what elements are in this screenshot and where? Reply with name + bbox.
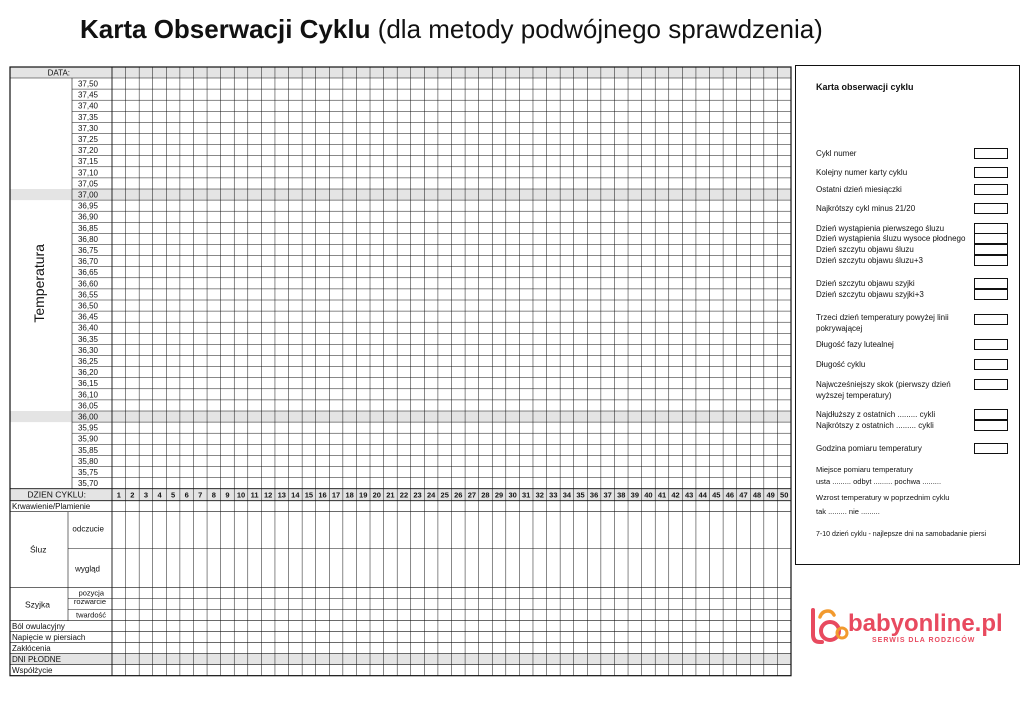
row-label-cervix: Szyjka: [25, 599, 51, 610]
day-number: 20: [372, 490, 381, 500]
field-longest-cycles: Najdłuższy z ostatnich ......... cykli: [816, 410, 936, 419]
previous-rise-label: Wzrost temperatury w poprzednim cyklu: [816, 493, 950, 502]
day-number: 40: [644, 490, 653, 500]
temp-label: 35,85: [77, 445, 98, 455]
row-label-cervix-position: pozycja: [78, 588, 104, 598]
day-number: 32: [535, 490, 544, 500]
date-row-bg: [10, 67, 791, 78]
field-cycle-length: Długość cyklu: [816, 360, 866, 369]
temp-label: 36,90: [77, 212, 98, 222]
grid-border: [10, 67, 791, 676]
row-label-breast-tension: Napięcie w piersiach: [12, 633, 86, 643]
measure-place-options: usta ......... odbyt ......... pochwa .........: [816, 477, 942, 486]
day-number: 28: [481, 490, 490, 500]
temp-label: 37,40: [77, 101, 98, 111]
fertile-row-bg: [10, 654, 791, 665]
day-number: 47: [739, 490, 748, 500]
temp-label: 35,90: [77, 434, 98, 444]
temp-label: 35,75: [77, 468, 98, 477]
day-number: 37: [603, 490, 612, 500]
row-label-cervix-opening: rozwarcie: [73, 597, 106, 607]
day-number: 7: [198, 490, 203, 500]
temp-label: 37,05: [77, 179, 98, 189]
field-cervix-peak-3: Dzień szczytu objawu szyjki+3: [816, 290, 924, 299]
temp-label: 36,10: [77, 390, 98, 400]
field-card-number-box[interactable]: [974, 167, 1008, 178]
day-number: 10: [236, 490, 246, 500]
field-cycle-length-box[interactable]: [974, 359, 1008, 370]
day-number: 16: [318, 490, 327, 500]
logo-tagline: SERWIS DLA RODZICÓW: [872, 637, 976, 644]
day-number: 17: [331, 490, 341, 500]
highlight-row: [10, 189, 791, 200]
day-number: 35: [576, 490, 585, 500]
temp-label: 37,25: [77, 135, 98, 144]
day-number: 27: [467, 490, 477, 500]
row-label-mucus-feel: odczucie: [72, 524, 104, 534]
temperature-axis-label: Temperatura: [31, 244, 47, 323]
field-cervix-peak-3-box[interactable]: [974, 289, 1008, 300]
day-number: 6: [184, 490, 189, 500]
day-number: 39: [630, 490, 640, 500]
temp-label: 36,30: [77, 345, 98, 355]
row-label-ovulation-pain: Ból owulacyjny: [12, 622, 65, 632]
day-number: 12: [263, 490, 273, 500]
day-number: 33: [549, 490, 558, 500]
day-number: 24: [426, 490, 436, 500]
temp-label: 36,20: [77, 368, 98, 378]
temp-label: 37,50: [77, 79, 98, 89]
row-label-cervix-firmness: twardość: [75, 610, 106, 620]
temp-label: 35,80: [77, 456, 98, 466]
temp-label: 36,50: [77, 301, 98, 311]
temp-label: 37,45: [77, 90, 98, 100]
row-label-fertile-days: DNI PŁODNE: [12, 655, 61, 665]
day-number: 25: [440, 490, 449, 500]
day-number: 41: [657, 490, 667, 500]
day-number: 23: [413, 490, 422, 500]
temp-label: 36,70: [77, 257, 98, 267]
day-number: 31: [522, 490, 531, 500]
temp-label: 36,00: [77, 412, 98, 422]
field-fertile-mucus: Dzień wystąpienia śluzu wysoce płodnego: [816, 234, 966, 243]
panel-header: Karta obserwacji cyklu: [816, 82, 914, 92]
temp-label: 36,15: [77, 379, 98, 389]
field-longest-cycles-box[interactable]: [974, 409, 1008, 420]
day-number: 30: [508, 490, 517, 500]
day-number: 2: [130, 490, 135, 500]
day-number: 26: [454, 490, 463, 500]
field-cervix-peak-box[interactable]: [974, 278, 1008, 289]
row-label-intercourse: Współżycie: [12, 666, 53, 676]
temp-label: 35,95: [77, 423, 98, 433]
day-number: 1: [116, 490, 121, 500]
previous-rise-options: tak ......... nie .........: [816, 507, 880, 516]
day-number: 11: [250, 490, 259, 500]
field-mucus-peak-3-box[interactable]: [974, 255, 1008, 266]
temp-label: 37,00: [77, 190, 98, 200]
field-first-mucus: Dzień wystąpienia pierwszego śluzu: [816, 224, 945, 233]
field-shortest-cycles: Najkrótszy z ostatnich ......... cykli: [816, 421, 934, 430]
row-label-disturbances: Zakłócenia: [12, 644, 51, 654]
row-label-mucus-look: wygląd: [75, 564, 100, 574]
day-number: 14: [291, 490, 300, 500]
day-number: 38: [617, 490, 626, 500]
temp-label: 37,30: [77, 123, 98, 133]
day-number: 5: [171, 490, 176, 500]
day-number: 9: [225, 490, 230, 500]
measure-place-label: Miejsce pomiaru temperatury: [816, 465, 913, 474]
day-number: 43: [684, 490, 694, 500]
temp-label: 35,70: [77, 479, 98, 489]
field-mucus-peak-3: Dzień szczytu objawu śluzu+3: [816, 256, 923, 265]
field-last-period: Ostatni dzień miesiączki: [816, 185, 902, 194]
day-number: 22: [399, 490, 409, 500]
temp-label: 37,10: [77, 168, 98, 178]
day-number: 48: [752, 490, 762, 500]
cycle-info-panel: [795, 65, 1020, 565]
field-mucus-peak: Dzień szczytu objawu śluzu: [816, 245, 914, 254]
day-number: 21: [386, 490, 395, 500]
date-label: DATA:: [47, 68, 70, 78]
day-number: 44: [698, 490, 707, 500]
field-luteal-length-box[interactable]: [974, 339, 1008, 350]
row-label-bleeding: Krwawienie/Plamienie: [12, 502, 91, 512]
row-label-mucus: Śluz: [30, 544, 47, 555]
day-number: 15: [304, 490, 314, 500]
field-cycle-number-box[interactable]: [974, 148, 1008, 159]
field-shortest-cycle: Najkrótszy cykl minus 21/20: [816, 204, 916, 213]
temp-label: 36,35: [77, 334, 98, 344]
temp-label: 37,35: [77, 112, 98, 122]
field-measure-time: Godzina pomiaru temperatury: [816, 444, 922, 453]
temp-label: 36,25: [77, 357, 98, 366]
day-number: 46: [725, 490, 735, 500]
day-number: 45: [712, 490, 721, 500]
day-number: 34: [562, 490, 572, 500]
day-number: 3: [143, 490, 149, 500]
highlight-row: [10, 411, 791, 422]
field-cycle-number: Cykl numer: [816, 149, 857, 158]
temp-label: 36,05: [77, 401, 98, 411]
day-number: 4: [157, 490, 162, 500]
day-number: 13: [277, 490, 286, 500]
field-earliest-rise-box[interactable]: [974, 379, 1008, 390]
temp-label: 37,15: [77, 157, 98, 167]
temp-label: 36,80: [77, 234, 98, 244]
field-earliest-rise: Najwcześniejszy skok (pierwszy dzień wyższej temperatury): [816, 380, 951, 400]
field-card-number: Kolejny numer karty cyklu: [816, 168, 908, 177]
field-luteal-length: Długość fazy lutealnej: [816, 340, 894, 349]
field-shortest-cycle-box[interactable]: [974, 203, 1008, 214]
field-measure-time-box[interactable]: [974, 443, 1008, 454]
temp-label: 36,60: [77, 279, 98, 289]
temp-label: 36,55: [77, 290, 98, 300]
day-number: 50: [780, 490, 789, 500]
temp-label: 36,75: [77, 246, 98, 255]
day-number: 49: [766, 490, 775, 500]
temp-label: 36,45: [77, 312, 98, 322]
day-number: 19: [359, 490, 368, 500]
day-number: 36: [589, 490, 599, 500]
day-number: 18: [345, 490, 354, 500]
logo-text: babyonline.pl: [848, 610, 1003, 637]
field-shortest-cycles-box[interactable]: [974, 420, 1008, 431]
field-last-period-box[interactable]: [974, 184, 1008, 195]
day-number: 29: [494, 490, 504, 500]
temp-label: 36,85: [77, 223, 98, 233]
temp-label: 36,95: [77, 201, 98, 211]
temp-label: 37,20: [77, 146, 98, 156]
field-third-high-temp-box[interactable]: [974, 314, 1008, 325]
field-fertile-mucus-box[interactable]: [974, 233, 1008, 244]
field-mucus-peak-box[interactable]: [974, 244, 1008, 255]
day-cycle-label: DZIEN CYKLU:: [27, 489, 86, 500]
temp-label: 36,40: [77, 323, 98, 333]
breast-exam-tip: 7-10 dzień cyklu - najlepsze dni na samobadanie piersi: [816, 531, 987, 538]
title-rest: (dla metody podwójnego sprawdzenia): [370, 14, 823, 44]
field-cervix-peak: Dzień szczytu objawu szyjki: [816, 279, 915, 288]
field-third-high-temp: Trzeci dzień temperatury powyżej linii pokrywającej: [816, 313, 949, 333]
day-number: 42: [671, 490, 680, 500]
temp-label: 36,65: [77, 268, 98, 278]
title-bold: Karta Obserwacji Cyklu: [80, 14, 371, 44]
day-number: 8: [211, 490, 216, 500]
